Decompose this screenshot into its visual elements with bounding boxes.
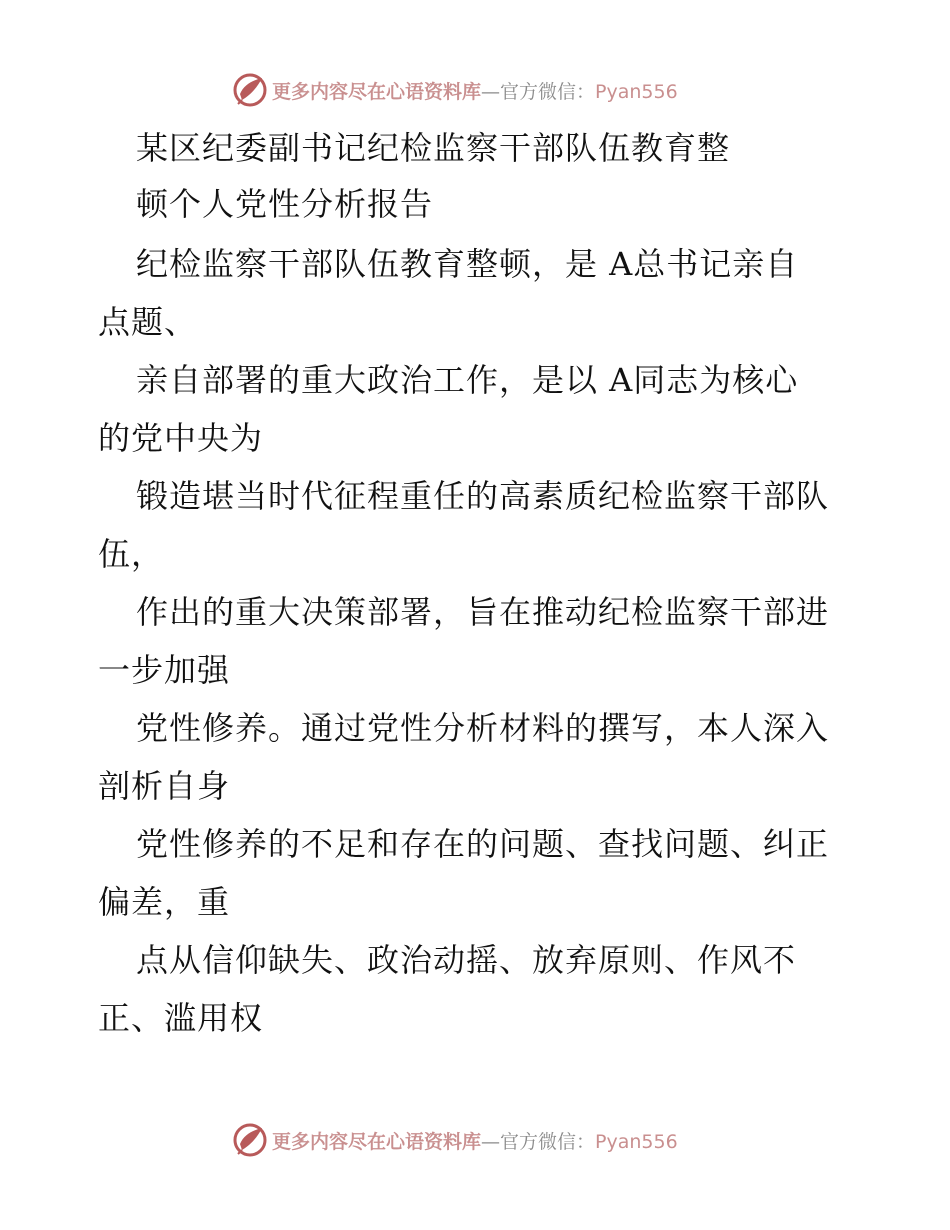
paragraph-line: 党性修养的不足和存在的问题、查找问题、纠正 (136, 825, 830, 863)
paragraph-line: 一步加强 (98, 651, 231, 689)
header-wechat-label: 官方微信： (500, 80, 596, 103)
header-dash: — (481, 80, 501, 103)
footer-dash: — (481, 1130, 501, 1153)
paragraph-line: 正、滥用权 (98, 999, 264, 1037)
paragraph-line: 点题、 (98, 303, 198, 341)
pen-logo-icon (232, 1122, 268, 1158)
paragraph-line: 的党中央为 (98, 419, 264, 457)
paragraph-line: 纪检监察干部队伍教育整顿，是 A总书记亲自 (136, 245, 799, 283)
paragraph-line: 伍， (98, 535, 165, 573)
paragraph-line: 亲自部署的重大政治工作，是以 A同志为核心 (136, 361, 799, 399)
footer-watermark-banner (232, 1120, 678, 1160)
paragraph-line: 党性修养。通过党性分析材料的撰写，本人深入 (136, 709, 830, 747)
header-wechat-id: Pyan556 (595, 80, 678, 103)
header-watermark-banner (232, 70, 678, 110)
footer-site-text: 更多内容尽在心语资料库 (272, 1130, 482, 1153)
paragraph-line: 偏差，重 (98, 883, 231, 921)
footer-wechat-label: 官方微信： (500, 1130, 596, 1153)
header-site-text: 更多内容尽在心语资料库 (272, 80, 482, 103)
document-title-line-2: 顿个人党性分析报告 (136, 185, 434, 223)
paragraph-line: 作出的重大决策部署，旨在推动纪检监察干部进 (136, 593, 830, 631)
paragraph-line: 剖析自身 (98, 767, 231, 805)
footer-wechat-id: Pyan556 (595, 1130, 678, 1153)
paragraph-line: 点从信仰缺失、政治动摇、放弃原则、作风不 (136, 941, 797, 979)
header-banner-text (272, 77, 678, 104)
footer-banner-text (272, 1127, 678, 1154)
pen-logo-icon (232, 72, 268, 108)
paragraph-line: 锻造堪当时代征程重任的高素质纪检监察干部队 (136, 477, 830, 515)
document-title-line-1: 某区纪委副书记纪检监察干部队伍教育整 (136, 129, 731, 167)
